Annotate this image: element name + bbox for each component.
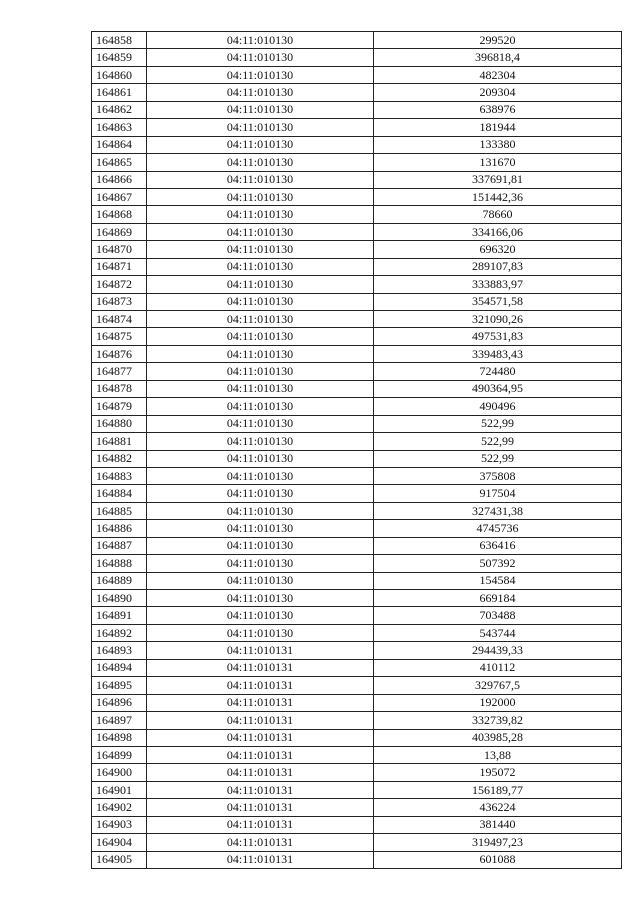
code-cell: 04:11:010130 (147, 520, 374, 537)
table-row (92, 851, 622, 868)
value-cell: 154584 (374, 572, 622, 589)
row-number-cell: 164899 (92, 746, 147, 763)
code-cell: 04:11:010130 (147, 171, 374, 188)
row-number-cell: 164878 (92, 380, 147, 397)
row-number-cell: 164883 (92, 467, 147, 484)
table-row (92, 607, 622, 624)
value-cell: 321090,26 (374, 311, 622, 328)
code-cell: 04:11:010131 (147, 712, 374, 729)
table-row (92, 816, 622, 833)
row-number-cell: 164886 (92, 520, 147, 537)
value-cell: 339483,43 (374, 345, 622, 362)
table-row (92, 746, 622, 763)
row-number-cell: 164868 (92, 206, 147, 223)
row-number-cell: 164860 (92, 66, 147, 83)
code-cell: 04:11:010130 (147, 293, 374, 310)
table-row (92, 659, 622, 676)
code-cell: 04:11:010130 (147, 206, 374, 223)
row-number-cell: 164864 (92, 136, 147, 153)
code-cell: 04:11:010131 (147, 642, 374, 659)
code-cell: 04:11:010130 (147, 502, 374, 519)
value-cell: 917504 (374, 485, 622, 502)
table-row (92, 66, 622, 83)
value-cell: 4745736 (374, 520, 622, 537)
code-cell: 04:11:010130 (147, 49, 374, 66)
row-number-cell: 164871 (92, 258, 147, 275)
row-number-cell: 164867 (92, 188, 147, 205)
table-row (92, 293, 622, 310)
code-cell: 04:11:010131 (147, 694, 374, 711)
table-row (92, 764, 622, 781)
table-row (92, 537, 622, 554)
row-number-cell: 164884 (92, 485, 147, 502)
table-row (92, 712, 622, 729)
code-cell: 04:11:010130 (147, 276, 374, 293)
data-table (91, 31, 622, 869)
code-cell: 04:11:010130 (147, 311, 374, 328)
value-cell: 696320 (374, 241, 622, 258)
row-number-cell: 164858 (92, 32, 147, 49)
table-row (92, 450, 622, 467)
table-row (92, 555, 622, 572)
value-cell: 403985,28 (374, 729, 622, 746)
row-number-cell: 164903 (92, 816, 147, 833)
value-cell: 522,99 (374, 433, 622, 450)
row-number-cell: 164904 (92, 834, 147, 851)
table-body (92, 32, 622, 869)
row-number-cell: 164895 (92, 677, 147, 694)
value-cell: 490496 (374, 398, 622, 415)
value-cell: 636416 (374, 537, 622, 554)
table-row (92, 119, 622, 136)
table-row (92, 206, 622, 223)
row-number-cell: 164888 (92, 555, 147, 572)
table-row (92, 415, 622, 432)
value-cell: 289107,83 (374, 258, 622, 275)
row-number-cell: 164885 (92, 502, 147, 519)
value-cell: 543744 (374, 624, 622, 641)
row-number-cell: 164896 (92, 694, 147, 711)
row-number-cell: 164879 (92, 398, 147, 415)
code-cell: 04:11:010131 (147, 764, 374, 781)
table-row (92, 677, 622, 694)
code-cell: 04:11:010130 (147, 467, 374, 484)
table-row (92, 467, 622, 484)
code-cell: 04:11:010130 (147, 101, 374, 118)
row-number-cell: 164870 (92, 241, 147, 258)
row-number-cell: 164905 (92, 851, 147, 868)
row-number-cell: 164863 (92, 119, 147, 136)
table-row (92, 398, 622, 415)
row-number-cell: 164892 (92, 624, 147, 641)
row-number-cell: 164872 (92, 276, 147, 293)
table-row (92, 781, 622, 798)
value-cell: 490364,95 (374, 380, 622, 397)
code-cell: 04:11:010131 (147, 677, 374, 694)
value-cell: 209304 (374, 84, 622, 101)
value-cell: 333883,97 (374, 276, 622, 293)
code-cell: 04:11:010130 (147, 485, 374, 502)
table-row (92, 502, 622, 519)
code-cell: 04:11:010130 (147, 136, 374, 153)
code-cell: 04:11:010130 (147, 223, 374, 240)
code-cell: 04:11:010131 (147, 799, 374, 816)
table-row (92, 276, 622, 293)
value-cell: 192000 (374, 694, 622, 711)
code-cell: 04:11:010130 (147, 188, 374, 205)
value-cell: 375808 (374, 467, 622, 484)
code-cell: 04:11:010130 (147, 32, 374, 49)
value-cell: 332739,82 (374, 712, 622, 729)
code-cell: 04:11:010130 (147, 363, 374, 380)
value-cell: 294439,33 (374, 642, 622, 659)
code-cell: 04:11:010131 (147, 781, 374, 798)
table-row (92, 101, 622, 118)
code-cell: 04:11:010131 (147, 729, 374, 746)
code-cell: 04:11:010130 (147, 555, 374, 572)
value-cell: 482304 (374, 66, 622, 83)
value-cell: 133380 (374, 136, 622, 153)
code-cell: 04:11:010130 (147, 398, 374, 415)
value-cell: 638976 (374, 101, 622, 118)
code-cell: 04:11:010130 (147, 258, 374, 275)
table-row (92, 380, 622, 397)
code-cell: 04:11:010130 (147, 450, 374, 467)
value-cell: 381440 (374, 816, 622, 833)
table-row (92, 590, 622, 607)
row-number-cell: 164891 (92, 607, 147, 624)
value-cell: 436224 (374, 799, 622, 816)
table-row (92, 729, 622, 746)
value-cell: 13,88 (374, 746, 622, 763)
code-cell: 04:11:010131 (147, 851, 374, 868)
code-cell: 04:11:010130 (147, 345, 374, 362)
value-cell: 327431,38 (374, 502, 622, 519)
value-cell: 156189,77 (374, 781, 622, 798)
table-row (92, 154, 622, 171)
row-number-cell: 164873 (92, 293, 147, 310)
code-cell: 04:11:010131 (147, 746, 374, 763)
table-row (92, 363, 622, 380)
row-number-cell: 164893 (92, 642, 147, 659)
row-number-cell: 164890 (92, 590, 147, 607)
table-row (92, 258, 622, 275)
value-cell: 329767,5 (374, 677, 622, 694)
table-row (92, 799, 622, 816)
code-cell: 04:11:010131 (147, 659, 374, 676)
value-cell: 195072 (374, 764, 622, 781)
code-cell: 04:11:010130 (147, 607, 374, 624)
row-number-cell: 164881 (92, 433, 147, 450)
code-cell: 04:11:010130 (147, 590, 374, 607)
code-cell: 04:11:010131 (147, 834, 374, 851)
row-number-cell: 164887 (92, 537, 147, 554)
row-number-cell: 164901 (92, 781, 147, 798)
table-row (92, 223, 622, 240)
code-cell: 04:11:010130 (147, 572, 374, 589)
row-number-cell: 164897 (92, 712, 147, 729)
value-cell: 299520 (374, 32, 622, 49)
row-number-cell: 164862 (92, 101, 147, 118)
table-row (92, 345, 622, 362)
table-row (92, 834, 622, 851)
table-row (92, 84, 622, 101)
code-cell: 04:11:010130 (147, 66, 374, 83)
value-cell: 181944 (374, 119, 622, 136)
value-cell: 396818,4 (374, 49, 622, 66)
code-cell: 04:11:010130 (147, 433, 374, 450)
code-cell: 04:11:010130 (147, 154, 374, 171)
row-number-cell: 164876 (92, 345, 147, 362)
row-number-cell: 164889 (92, 572, 147, 589)
row-number-cell: 164861 (92, 84, 147, 101)
table-row (92, 485, 622, 502)
row-number-cell: 164875 (92, 328, 147, 345)
table-row (92, 642, 622, 659)
value-cell: 319497,23 (374, 834, 622, 851)
value-cell: 131670 (374, 154, 622, 171)
code-cell: 04:11:010130 (147, 328, 374, 345)
table-row (92, 171, 622, 188)
value-cell: 522,99 (374, 415, 622, 432)
value-cell: 78660 (374, 206, 622, 223)
table-row (92, 694, 622, 711)
code-cell: 04:11:010130 (147, 241, 374, 258)
row-number-cell: 164898 (92, 729, 147, 746)
value-cell: 669184 (374, 590, 622, 607)
code-cell: 04:11:010130 (147, 380, 374, 397)
value-cell: 601088 (374, 851, 622, 868)
table-row (92, 49, 622, 66)
row-number-cell: 164874 (92, 311, 147, 328)
table-row (92, 328, 622, 345)
value-cell: 507392 (374, 555, 622, 572)
value-cell: 354571,58 (374, 293, 622, 310)
value-cell: 337691,81 (374, 171, 622, 188)
table-row (92, 32, 622, 49)
table-row (92, 311, 622, 328)
row-number-cell: 164882 (92, 450, 147, 467)
code-cell: 04:11:010130 (147, 84, 374, 101)
code-cell: 04:11:010130 (147, 624, 374, 641)
row-number-cell: 164865 (92, 154, 147, 171)
row-number-cell: 164902 (92, 799, 147, 816)
value-cell: 334166,06 (374, 223, 622, 240)
value-cell: 410112 (374, 659, 622, 676)
code-cell: 04:11:010131 (147, 816, 374, 833)
row-number-cell: 164866 (92, 171, 147, 188)
table-row (92, 188, 622, 205)
value-cell: 724480 (374, 363, 622, 380)
table-row (92, 433, 622, 450)
code-cell: 04:11:010130 (147, 415, 374, 432)
row-number-cell: 164859 (92, 49, 147, 66)
value-cell: 151442,36 (374, 188, 622, 205)
row-number-cell: 164894 (92, 659, 147, 676)
table-row (92, 241, 622, 258)
value-cell: 703488 (374, 607, 622, 624)
value-cell: 522,99 (374, 450, 622, 467)
row-number-cell: 164880 (92, 415, 147, 432)
code-cell: 04:11:010130 (147, 119, 374, 136)
code-cell: 04:11:010130 (147, 537, 374, 554)
table-row (92, 572, 622, 589)
row-number-cell: 164877 (92, 363, 147, 380)
table-row (92, 136, 622, 153)
table-row (92, 624, 622, 641)
row-number-cell: 164869 (92, 223, 147, 240)
row-number-cell: 164900 (92, 764, 147, 781)
value-cell: 497531,83 (374, 328, 622, 345)
table-row (92, 520, 622, 537)
